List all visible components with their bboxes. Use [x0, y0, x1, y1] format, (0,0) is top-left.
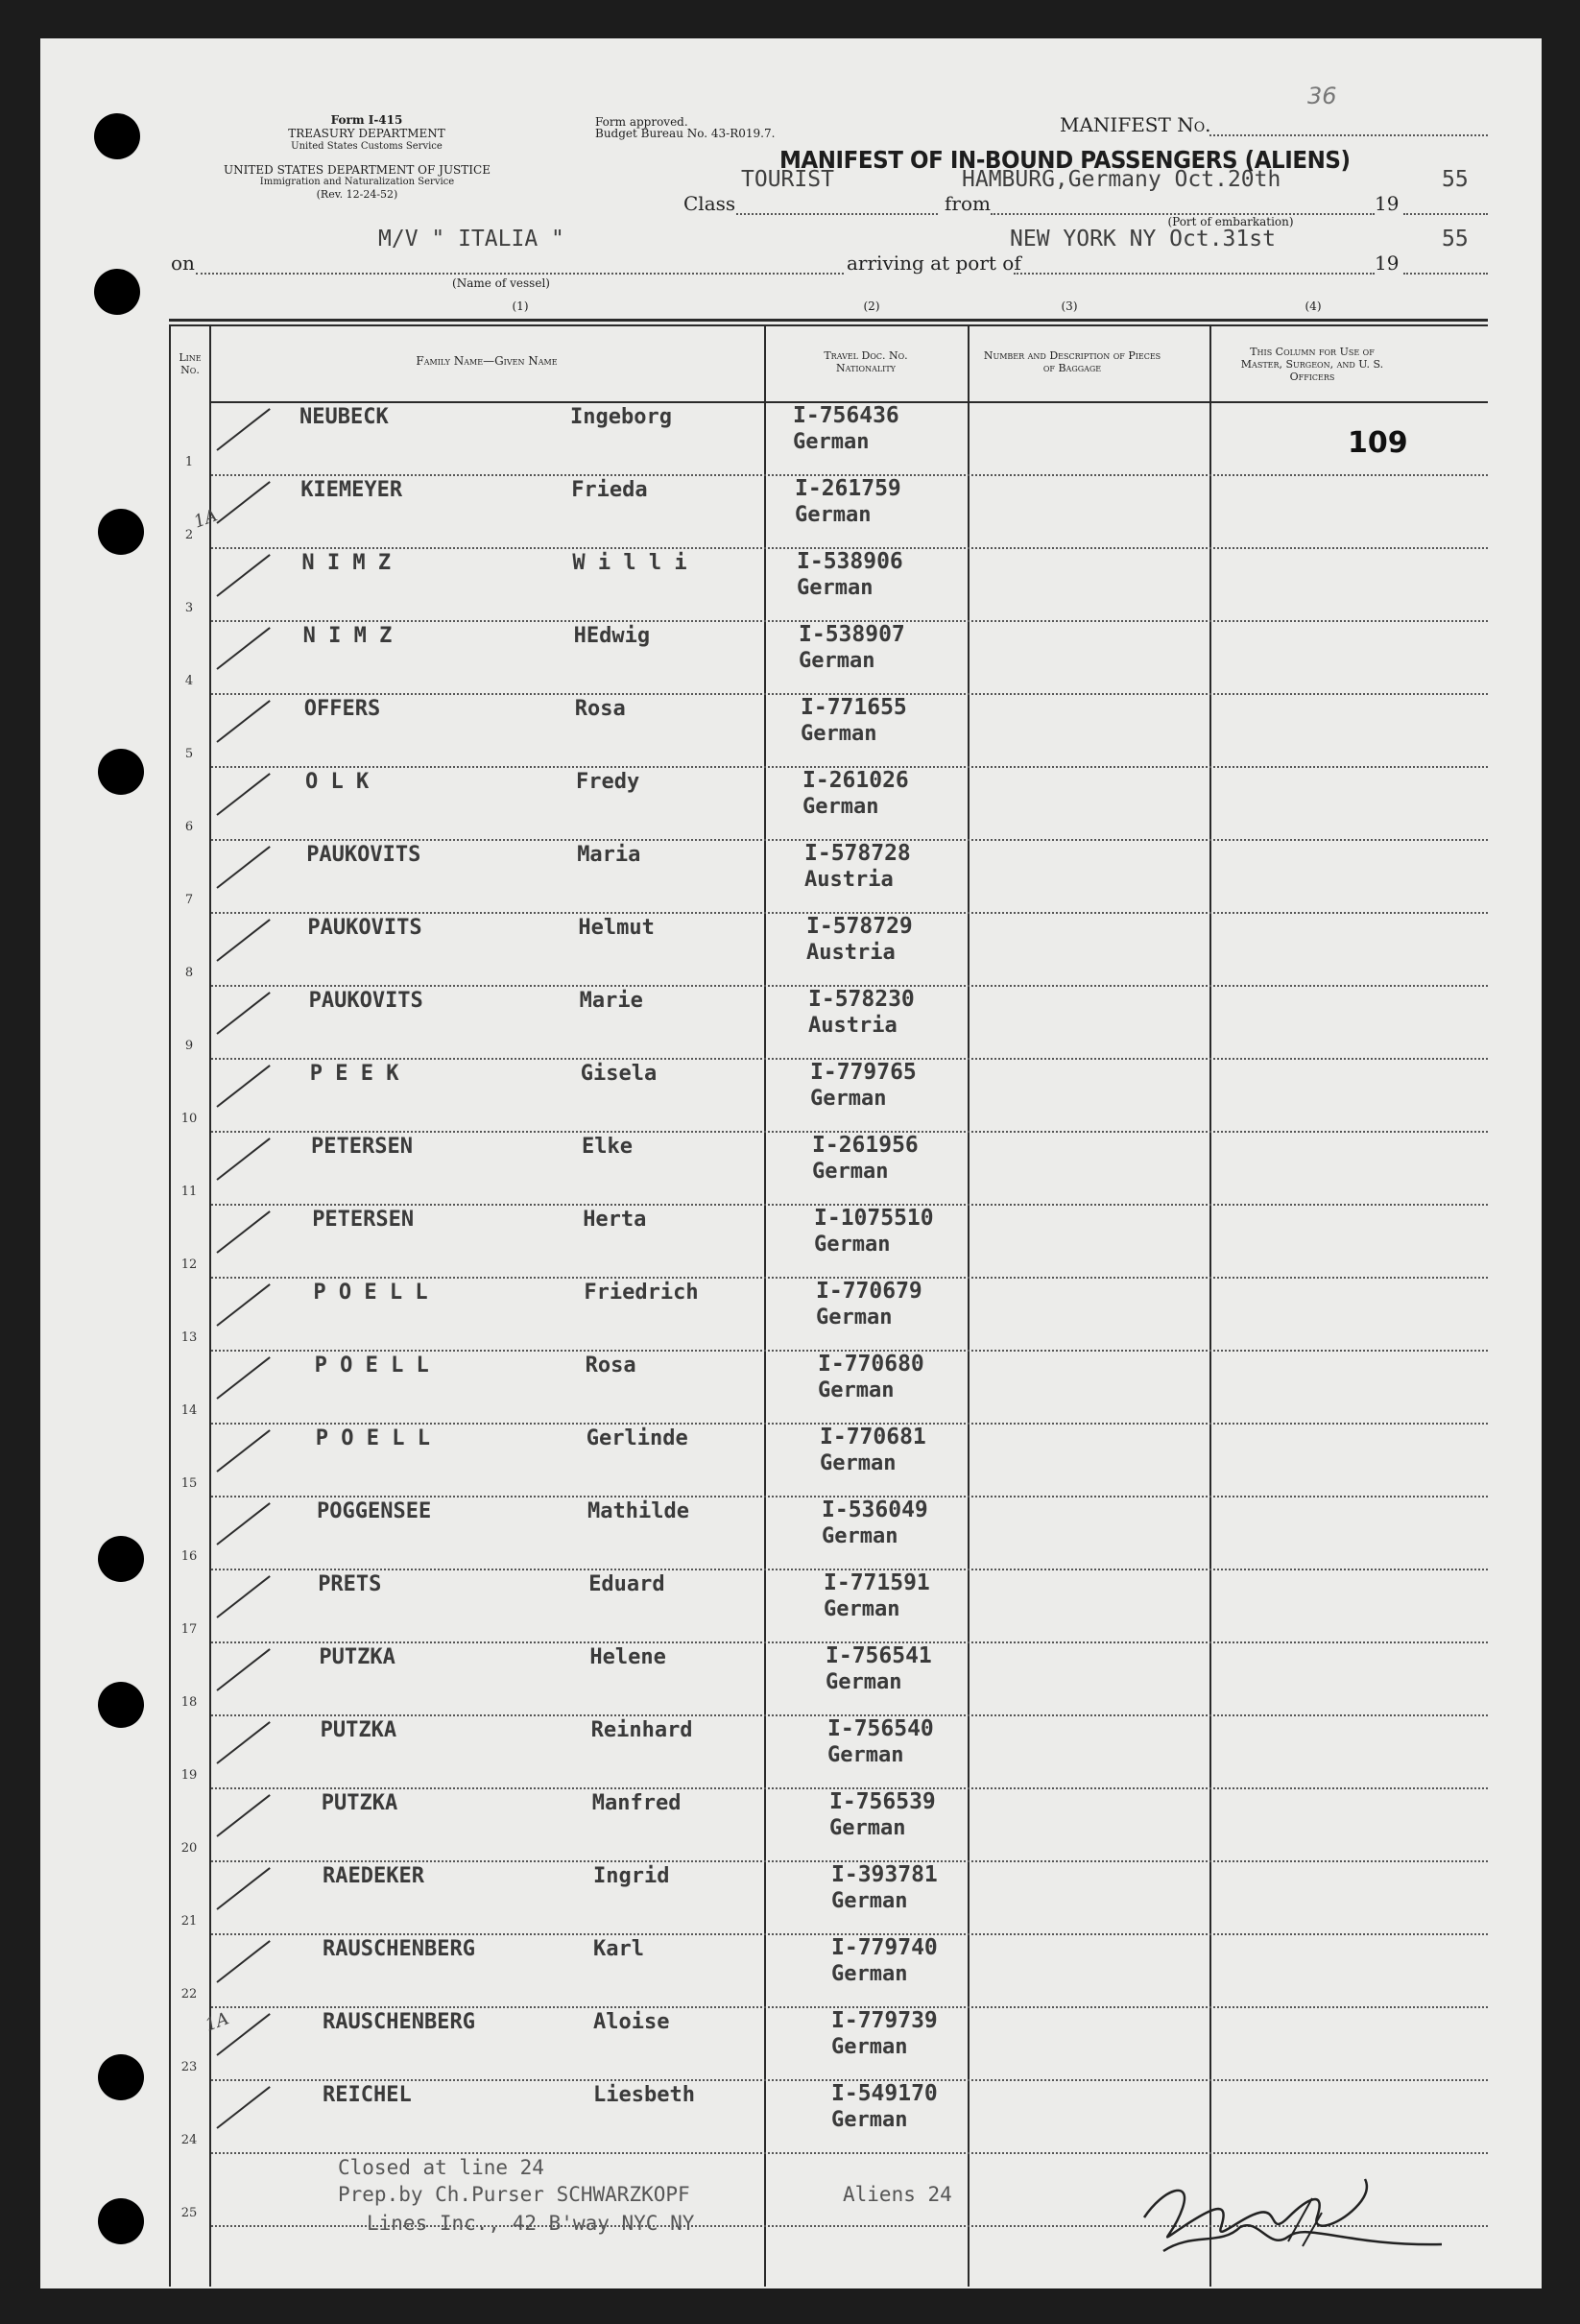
check-mark: [216, 1356, 270, 1400]
year-value: 55: [1442, 167, 1469, 192]
nationality: German: [824, 1597, 900, 1621]
given-name: Maria: [577, 843, 641, 867]
travel-doc-no: I-578230: [808, 987, 915, 1012]
form-approved: Form approved.: [595, 115, 688, 129]
check-mark: [216, 481, 270, 524]
given-name: Herta: [583, 1208, 647, 1232]
nationality: German: [812, 1160, 889, 1184]
line-number: 2: [184, 528, 194, 542]
punch-hole: [98, 1682, 144, 1728]
given-name: Elke: [582, 1135, 633, 1159]
manifest-number: 36: [1307, 83, 1337, 109]
nationality: Austria: [804, 868, 894, 892]
prepared-by: Prep.by Ch.Purser SCHWARZKOPF: [338, 2183, 690, 2206]
nationality: German: [831, 1962, 908, 1986]
check-mark: [216, 1283, 270, 1327]
nationality: German: [826, 1670, 902, 1694]
arrival-value: NEW YORK NY Oct.31st: [1010, 227, 1276, 252]
given-name: Eduard: [588, 1572, 665, 1596]
family-name: PUTZKA: [321, 1791, 398, 1815]
travel-doc-no: I-756539: [829, 1789, 936, 1814]
port-of-embarkation-caption: (Port of embarkation): [1167, 215, 1294, 228]
travel-doc-no: I-538907: [799, 622, 905, 647]
closed-note: Closed at line 24: [338, 2156, 544, 2179]
year-prefix: 19: [1375, 192, 1400, 215]
revision: (Rev. 12-24-52): [316, 188, 398, 201]
given-name: Helmut: [578, 916, 655, 940]
check-mark: [216, 1721, 270, 1764]
travel-doc-no: I-770681: [820, 1425, 926, 1450]
check-mark: [216, 846, 270, 889]
travel-doc-no: I-771591: [824, 1570, 930, 1595]
line-number: 1: [184, 455, 194, 469]
line-number: 10: [180, 1112, 198, 1126]
line-number: 13: [180, 1330, 198, 1345]
check-mark: [216, 773, 270, 816]
nationality: German: [831, 2035, 908, 2059]
nationality: German: [802, 795, 879, 819]
lines-inc: Lines Inc., 42 B'way NYC NY: [367, 2212, 695, 2235]
travel-doc-no: I-779740: [831, 1935, 938, 1960]
travel-doc-no: I-261759: [795, 476, 901, 501]
nationality: German: [801, 722, 877, 746]
check-mark: [216, 1940, 270, 1983]
nationality: German: [818, 1378, 895, 1402]
line-number: 6: [184, 820, 194, 834]
nationality: German: [820, 1451, 897, 1475]
line-number: 8: [184, 966, 194, 980]
family-name: P O E L L: [315, 1426, 431, 1450]
row-separator: [211, 2152, 1488, 2154]
given-name: Frieda: [571, 478, 648, 502]
family-name: RAUSCHENBERG: [323, 2010, 475, 2034]
nationality: German: [829, 1816, 906, 1840]
treasury-dept: TREASURY DEPARTMENT: [288, 127, 445, 140]
form-number: Form I-415: [330, 113, 403, 127]
col-header-travel: Travel Doc. No. Nationality: [824, 349, 908, 374]
family-name: O L K: [305, 770, 370, 794]
line-number: 25: [180, 2206, 198, 2220]
travel-doc-no: I-779765: [810, 1060, 917, 1085]
line-number: 18: [180, 1695, 198, 1710]
check-mark: [216, 627, 270, 670]
nationality: German: [831, 1889, 908, 1913]
officer-mark: 109: [1348, 426, 1408, 460]
manifest-no-label: MANIFEST No.: [1060, 113, 1211, 136]
line-number: 3: [184, 601, 194, 615]
col-num-2: (2): [863, 299, 880, 313]
check-mark: [216, 2086, 270, 2129]
year-prefix-2: 19: [1375, 252, 1400, 275]
family-name: PAUKOVITS: [306, 843, 421, 867]
family-name: REICHEL: [323, 2083, 412, 2107]
given-name: Karl: [593, 1937, 644, 1961]
family-name: NEUBECK: [299, 405, 389, 429]
arriving-label: arriving at port of: [847, 252, 1021, 275]
check-mark: [216, 1794, 270, 1837]
travel-doc-no: I-756436: [793, 403, 899, 428]
travel-doc-no: I-393781: [831, 1862, 938, 1887]
travel-doc-no: I-1075510: [814, 1206, 934, 1231]
col-header-officers: This Column for Use of Master, Surgeon, and U. S. Officers: [1240, 346, 1384, 383]
family-name: PAUKOVITS: [307, 916, 422, 940]
nationality: German: [795, 503, 872, 527]
class-value: TOURIST: [741, 167, 834, 192]
family-name: PETERSEN: [311, 1135, 413, 1159]
margin-note-row2: 1A: [191, 505, 221, 533]
punch-hole: [94, 113, 140, 159]
check-mark: [216, 919, 270, 962]
line-number: 5: [184, 747, 194, 761]
family-name: PUTZKA: [319, 1645, 395, 1669]
line-number: 21: [180, 1914, 198, 1929]
line-number: 23: [180, 2060, 198, 2074]
family-name: N I M Z: [301, 551, 392, 575]
nationality: German: [816, 1306, 893, 1330]
travel-doc-no: I-770679: [816, 1279, 922, 1304]
line-number: 4: [184, 674, 194, 688]
margin-note-row22: 1A: [203, 2008, 232, 2036]
family-name: RAUSCHENBERG: [323, 1937, 475, 1961]
line-number: 17: [180, 1622, 198, 1637]
nationality: Austria: [806, 941, 896, 965]
travel-doc-no: I-578728: [804, 841, 911, 866]
justice-dept: UNITED STATES DEPARTMENT OF JUSTICE: [224, 163, 491, 177]
travel-doc-no: I-261026: [802, 768, 909, 793]
given-name: Marie: [579, 989, 643, 1013]
given-name: W i l l i: [572, 551, 687, 575]
col-header-name: Family Name—Given Name: [416, 354, 558, 368]
line-number: 12: [180, 1258, 198, 1272]
family-name: KIEMEYER: [300, 478, 403, 502]
travel-doc-no: I-771655: [801, 695, 907, 720]
family-name: PETERSEN: [312, 1208, 415, 1232]
nationality: Austria: [808, 1014, 898, 1038]
family-name: P E E K: [309, 1062, 399, 1086]
nationality: German: [822, 1524, 898, 1548]
page-title: MANIFEST OF IN-BOUND PASSENGERS (ALIENS): [779, 146, 1351, 174]
travel-doc-no: I-779739: [831, 2008, 938, 2033]
ins-service: Immigration and Naturalization Service: [259, 177, 455, 187]
given-name: Mathilde: [587, 1499, 689, 1523]
travel-doc-no: I-578729: [806, 914, 913, 939]
line-number: 19: [180, 1768, 198, 1783]
budget-bureau: Budget Bureau No. 43-R019.7.: [595, 127, 776, 140]
family-name: PRETS: [318, 1572, 382, 1596]
check-mark: [216, 700, 270, 743]
from-value: HAMBURG,Germany Oct.20th: [962, 167, 1281, 192]
family-name: RAEDEKER: [323, 1864, 424, 1888]
col-num-4: (4): [1305, 299, 1322, 313]
aliens-count: Aliens 24: [843, 2183, 952, 2206]
check-mark: [216, 1502, 270, 1545]
check-mark: [216, 554, 270, 597]
travel-doc-no: I-770680: [818, 1352, 924, 1377]
check-mark: [216, 1210, 270, 1254]
given-name: HEdwig: [573, 624, 651, 648]
nationality: German: [797, 576, 874, 600]
line-number: 9: [184, 1039, 194, 1053]
family-name: OFFERS: [303, 697, 381, 721]
travel-doc-no: I-756540: [827, 1716, 934, 1741]
check-mark: [216, 1867, 270, 1910]
given-name: Ingeborg: [570, 405, 672, 429]
customs-service: United States Customs Service: [291, 141, 443, 152]
given-name: Aloise: [593, 2010, 670, 2034]
line-number: 22: [180, 1987, 198, 2001]
punch-hole: [94, 269, 140, 315]
punch-hole: [98, 1536, 144, 1582]
punch-hole: [98, 2054, 144, 2100]
line-number: 11: [180, 1185, 198, 1199]
manifest-sheet: [40, 38, 1542, 2288]
officer-signature: [1125, 2160, 1471, 2275]
line-number: 24: [180, 2133, 198, 2147]
col-header-line-no: Line No.: [179, 351, 202, 376]
nationality: German: [799, 649, 875, 673]
vessel-name: M/V " ITALIA ": [378, 227, 564, 252]
nationality: German: [810, 1087, 887, 1111]
punch-hole: [98, 509, 144, 555]
given-name: Rosa: [585, 1354, 636, 1378]
on-label: on: [171, 252, 195, 275]
travel-doc-no: I-538906: [797, 549, 903, 574]
nationality: German: [793, 430, 870, 454]
check-mark: [216, 1575, 270, 1618]
given-name: Gisela: [580, 1062, 658, 1086]
check-mark: [216, 1138, 270, 1181]
check-mark: [216, 1648, 270, 1691]
family-name: P O E L L: [313, 1281, 428, 1305]
given-name: Gerlinde: [586, 1426, 688, 1450]
line-number: 16: [180, 1549, 198, 1564]
given-name: Friedrich: [584, 1281, 699, 1305]
family-name: POGGENSEE: [317, 1499, 432, 1523]
line-number: 14: [180, 1403, 198, 1418]
check-mark: [216, 992, 270, 1035]
family-name: P O E L L: [314, 1354, 429, 1378]
given-name: Fredy: [576, 770, 640, 794]
year-value-2: 55: [1442, 227, 1469, 252]
family-name: PAUKOVITS: [308, 989, 423, 1013]
check-mark: [216, 408, 270, 451]
given-name: Rosa: [574, 697, 626, 721]
nationality: German: [814, 1233, 891, 1257]
family-name: PUTZKA: [320, 1718, 397, 1742]
given-name: Ingrid: [593, 1864, 670, 1888]
travel-doc-no: I-261956: [812, 1133, 919, 1158]
travel-doc-no: I-549170: [831, 2081, 938, 2106]
line-number: 15: [180, 1476, 198, 1491]
travel-doc-no: I-756541: [826, 1643, 932, 1668]
line-number: 7: [184, 893, 194, 907]
punch-hole: [98, 749, 144, 795]
col-num-3: (3): [1061, 299, 1078, 313]
punch-hole: [98, 2198, 144, 2244]
given-name: Liesbeth: [593, 2083, 695, 2107]
col-header-baggage: Number and Description of Pieces of Baggage: [983, 349, 1161, 374]
given-name: Manfred: [591, 1791, 682, 1815]
vessel-caption: (Name of vessel): [452, 276, 550, 290]
given-name: Reinhard: [590, 1718, 693, 1742]
travel-doc-no: I-536049: [822, 1497, 928, 1522]
nationality: German: [827, 1743, 904, 1767]
nationality: German: [831, 2108, 908, 2132]
family-name: N I M Z: [302, 624, 393, 648]
class-label: Class: [683, 192, 736, 215]
check-mark: [216, 1065, 270, 1108]
from-label: from: [945, 192, 991, 215]
given-name: Helene: [589, 1645, 666, 1669]
line-number: 20: [180, 1841, 198, 1856]
check-mark: [216, 1429, 270, 1473]
col-num-1: (1): [512, 299, 529, 313]
